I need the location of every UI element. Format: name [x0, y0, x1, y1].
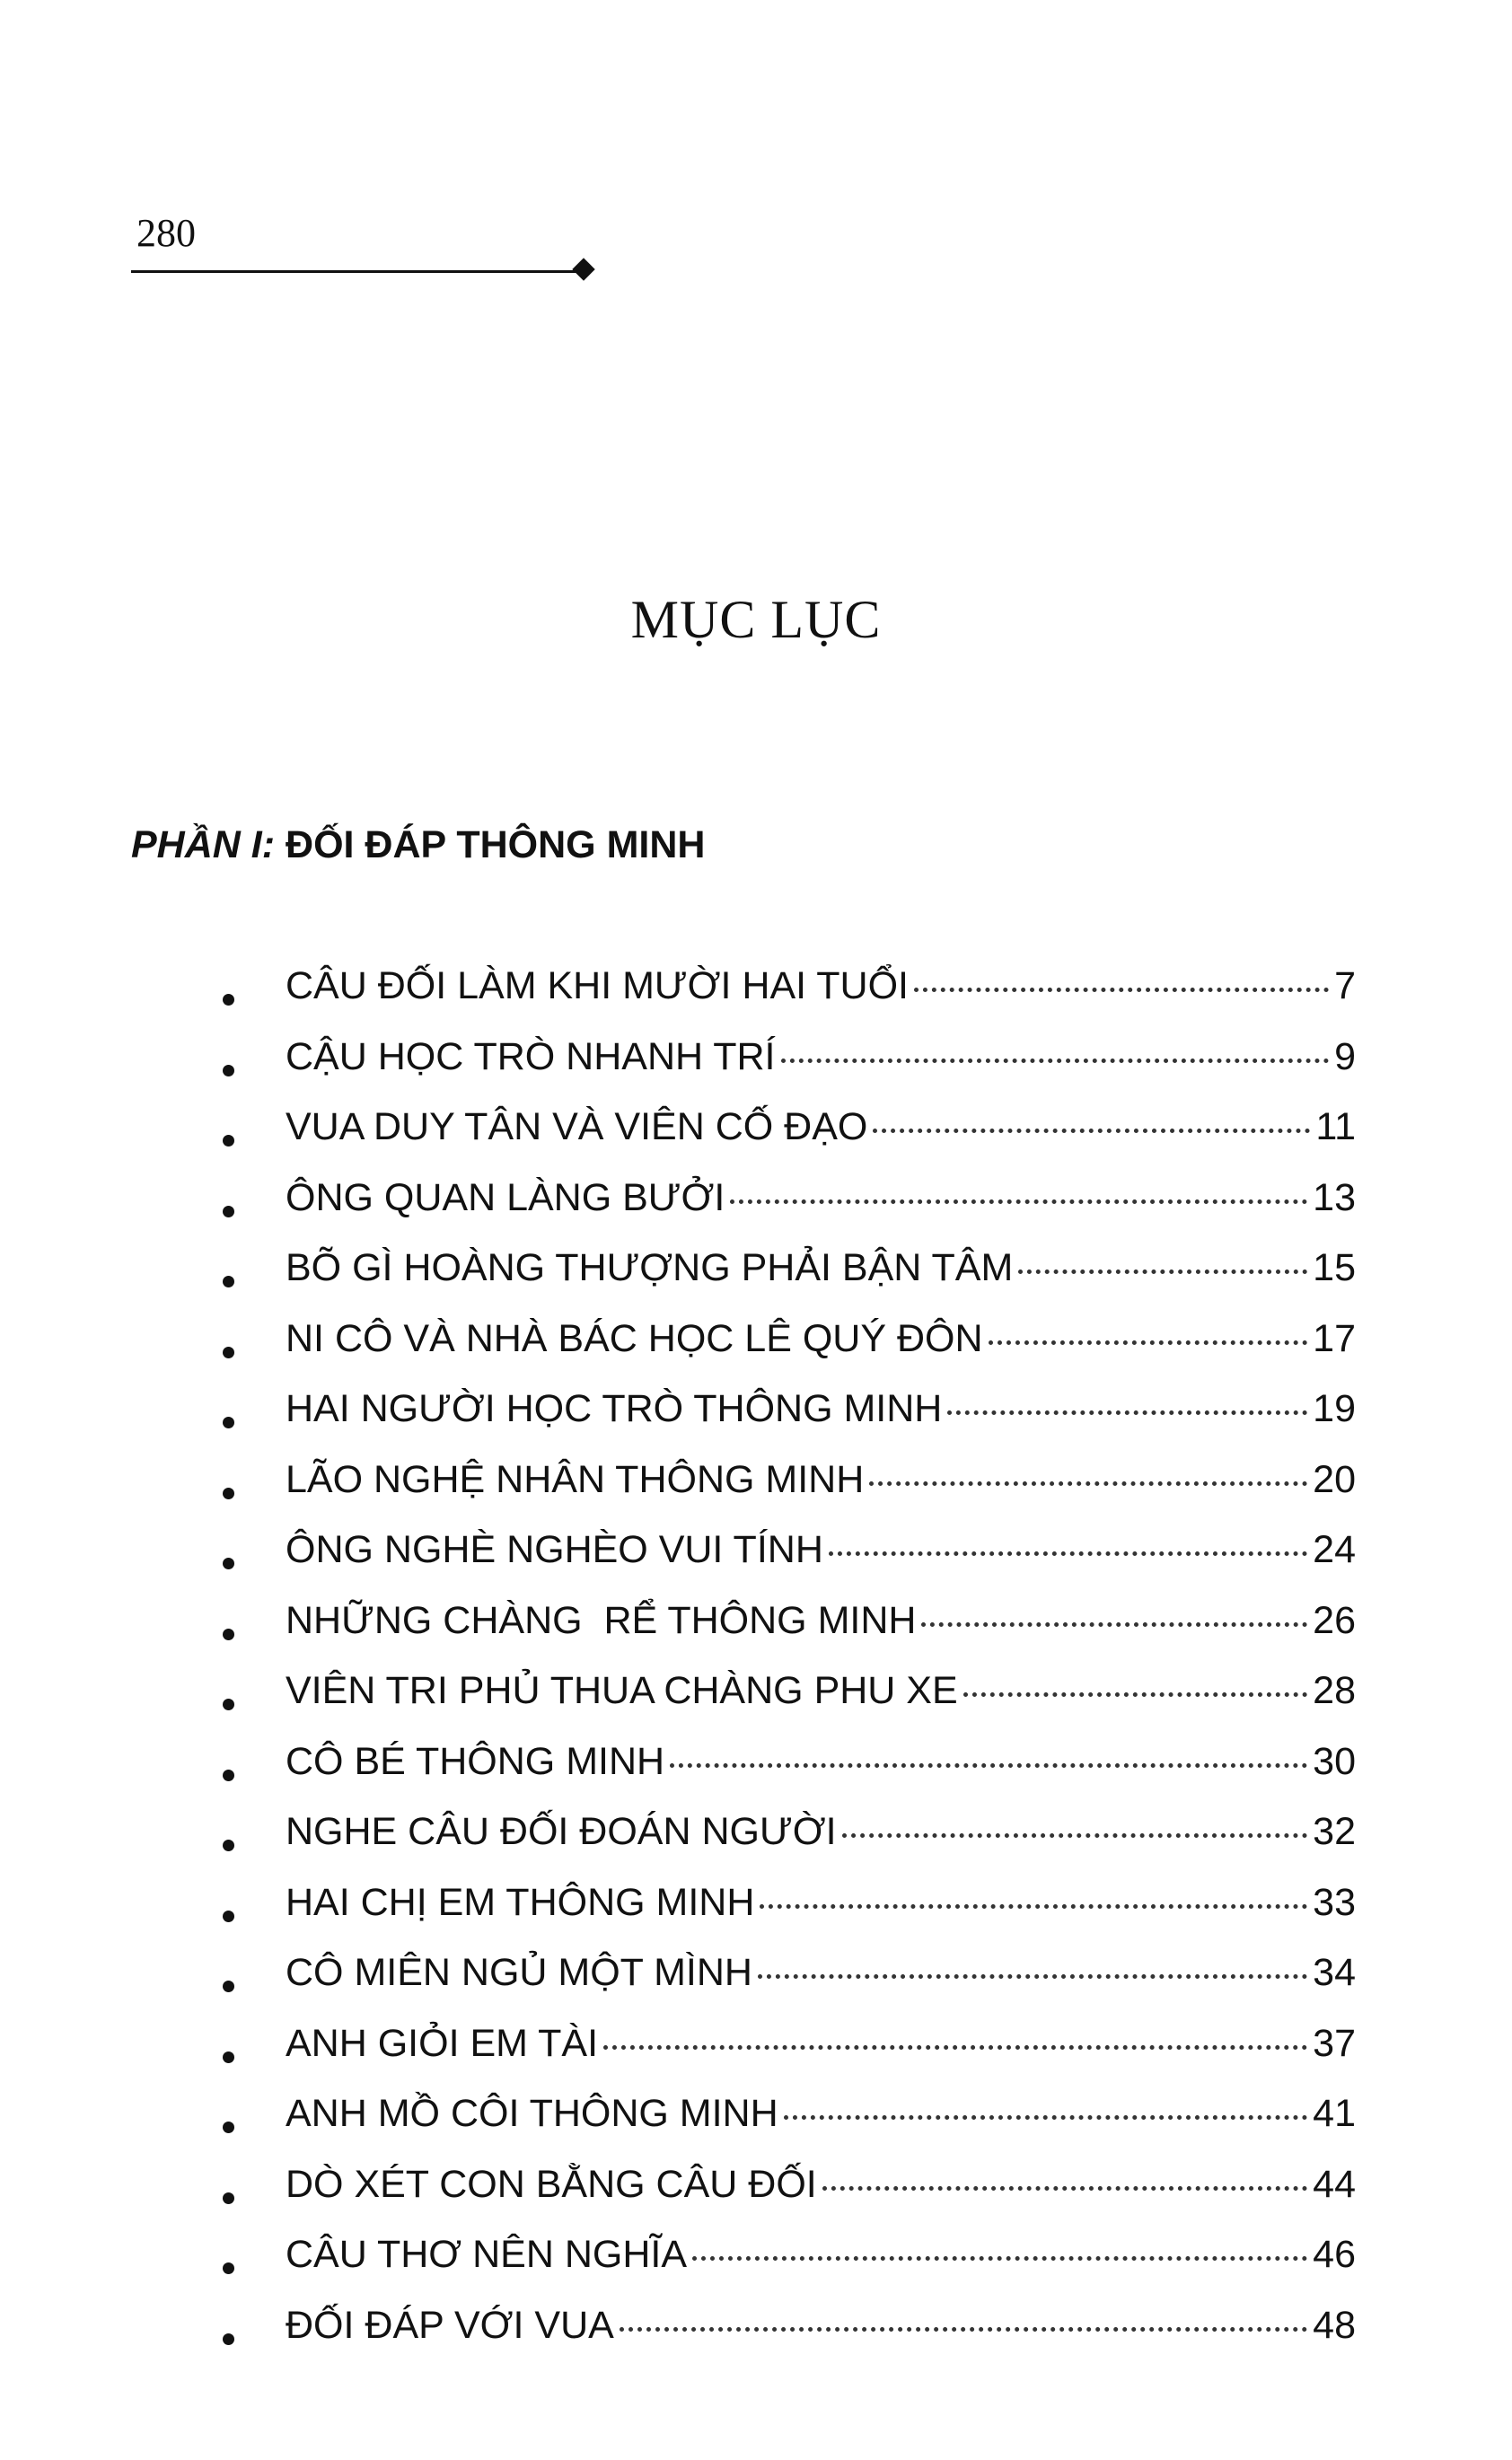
entry-line — [286, 2016, 1356, 2070]
entry-line — [286, 1453, 1356, 1507]
entry-line — [286, 1805, 1356, 1858]
entry-line — [286, 1312, 1356, 1366]
entry-line — [286, 1523, 1356, 1577]
entry-title: ÔNG NGHÈ NGHÈO VUI TÍNH — [286, 1528, 823, 1571]
bullet-icon — [223, 1770, 234, 1781]
entry-page: 15 — [1313, 1246, 1356, 1289]
bullet-icon — [223, 2122, 234, 2133]
bullet-icon — [223, 2333, 234, 2345]
entry-title: ANH MỒ CÔI THÔNG MINH — [286, 2092, 778, 2135]
toc-entry — [0, 959, 1512, 1030]
bullet-icon — [223, 2262, 234, 2274]
dot-leader — [829, 1551, 1307, 1556]
entry-line — [286, 1382, 1356, 1436]
entry-line — [286, 2087, 1356, 2140]
toc-title: MỤC LỤC — [630, 590, 882, 649]
toc-entry — [0, 1594, 1512, 1665]
entry-line — [286, 1594, 1356, 1647]
dot-leader — [760, 1904, 1307, 1909]
bullet-icon — [223, 1629, 234, 1640]
part-label: PHẦN I: — [131, 823, 276, 866]
entry-page: 30 — [1313, 1739, 1356, 1783]
toc-entry — [0, 1453, 1512, 1524]
entry-title: HAI CHỊ EM THÔNG MINH — [286, 1880, 755, 1924]
entry-title: CÂU ĐỐI LÀM KHI MƯỜI HAI TUỔI — [286, 964, 909, 1007]
dot-leader — [921, 1622, 1307, 1627]
entry-line — [286, 2157, 1356, 2211]
entry-title: ĐỐI ĐÁP VỚI VUA — [286, 2303, 614, 2347]
entry-title: ÔNG QUAN LÀNG BƯỞI — [286, 1175, 725, 1219]
bullet-icon — [223, 2051, 234, 2063]
toc-entry — [0, 1382, 1512, 1453]
toc-entry — [0, 1805, 1512, 1876]
entry-title: NGHE CÂU ĐỐI ĐOÁN NGƯỜI — [286, 1810, 837, 1853]
entry-title: VIÊN TRI PHỦ THUA CHÀNG PHU XE — [286, 1669, 958, 1712]
dot-leader — [781, 1059, 1330, 1063]
toc-entry — [0, 2087, 1512, 2157]
part-title: ĐỐI ĐÁP THÔNG MINH — [286, 823, 706, 866]
dot-leader — [758, 1974, 1307, 1979]
toc-entry — [0, 1735, 1512, 1805]
part-heading — [131, 823, 706, 866]
entry-page: 20 — [1313, 1457, 1356, 1501]
toc-entry — [0, 1030, 1512, 1101]
entry-title: LÃO NGHỆ NHÂN THÔNG MINH — [286, 1457, 865, 1501]
entry-page: 46 — [1313, 2233, 1356, 2276]
bullet-icon — [223, 2192, 234, 2204]
bullet-icon — [223, 1206, 234, 1217]
entry-title: BÕ GÌ HOÀNG THƯỢNG PHẢI BẬN TÂM — [286, 1246, 1014, 1289]
entry-page: 37 — [1313, 2021, 1356, 2065]
dot-leader — [873, 1129, 1310, 1133]
entry-page: 34 — [1313, 1951, 1356, 1994]
entry-line — [286, 1171, 1356, 1225]
toc-entry — [0, 1946, 1512, 2016]
entry-page: 44 — [1313, 2162, 1356, 2206]
bullet-icon — [223, 1276, 234, 1287]
dot-leader — [784, 2115, 1308, 2120]
dot-leader — [620, 2327, 1307, 2332]
entry-line — [286, 1664, 1356, 1718]
entry-page: 28 — [1313, 1669, 1356, 1712]
toc-entry — [0, 1312, 1512, 1383]
dot-leader — [869, 1481, 1307, 1486]
entry-page: 48 — [1313, 2303, 1356, 2347]
dot-leader — [1018, 1270, 1307, 1274]
entry-title: CÔ MIÊN NGỦ MỘT MÌNH — [286, 1951, 752, 1994]
dot-leader — [603, 2045, 1307, 2050]
bullet-icon — [223, 1981, 234, 1992]
entry-line — [286, 1241, 1356, 1295]
header-diamond-icon — [572, 258, 594, 280]
entry-title: CÂU THƠ NÊN NGHĨA — [286, 2233, 688, 2276]
dot-leader — [947, 1410, 1307, 1415]
toc-entry — [0, 1171, 1512, 1242]
entry-page: 32 — [1313, 1810, 1356, 1853]
toc-list — [0, 959, 1512, 2368]
header-rule — [131, 270, 580, 273]
toc-entry — [0, 2227, 1512, 2298]
entry-page: 24 — [1313, 1528, 1356, 1571]
entry-page: 41 — [1313, 2092, 1356, 2135]
bullet-icon — [223, 1065, 234, 1076]
bullet-icon — [223, 1135, 234, 1147]
entry-page: 7 — [1334, 964, 1356, 1007]
bullet-icon — [223, 1840, 234, 1851]
entry-title: CÔ BÉ THÔNG MINH — [286, 1739, 665, 1783]
bullet-icon — [223, 1417, 234, 1428]
page-number: 280 — [136, 211, 196, 255]
entry-line — [286, 2298, 1356, 2352]
toc-entry — [0, 1100, 1512, 1171]
entry-line — [286, 2227, 1356, 2281]
entry-title: NHỮNG CHÀNG RỂ THÔNG MINH — [286, 1598, 917, 1642]
entry-line — [286, 959, 1356, 1013]
entry-page: 33 — [1313, 1880, 1356, 1924]
dot-leader — [963, 1692, 1307, 1697]
entry-page: 9 — [1334, 1034, 1356, 1078]
entry-page: 26 — [1313, 1598, 1356, 1642]
entry-line — [286, 1735, 1356, 1788]
bullet-icon — [223, 1911, 234, 1922]
entry-title: ANH GIỎI EM TÀI — [286, 2021, 599, 2065]
entry-title: CẬU HỌC TRÒ NHANH TRÍ — [286, 1034, 776, 1078]
toc-entry — [0, 1664, 1512, 1735]
dot-leader — [914, 988, 1329, 992]
entry-title: NI CÔ VÀ NHÀ BÁC HỌC LÊ QUÝ ĐÔN — [286, 1316, 983, 1360]
bullet-icon — [223, 994, 234, 1006]
entry-line — [286, 1876, 1356, 1929]
toc-entry — [0, 1523, 1512, 1594]
toc-entry — [0, 1876, 1512, 1946]
toc-entry — [0, 2016, 1512, 2087]
bullet-icon — [223, 1347, 234, 1358]
bullet-icon — [223, 1488, 234, 1499]
entry-title: HAI NGƯỜI HỌC TRÒ THÔNG MINH — [286, 1387, 943, 1430]
dot-leader — [670, 1763, 1307, 1768]
entry-line — [286, 1100, 1356, 1154]
entry-line — [286, 1030, 1356, 1084]
dot-leader — [842, 1833, 1308, 1838]
dot-leader — [692, 2256, 1307, 2261]
toc-entry — [0, 2298, 1512, 2369]
entry-line — [286, 1946, 1356, 1999]
dot-leader — [989, 1340, 1308, 1345]
toc-entry — [0, 1241, 1512, 1312]
dot-leader — [822, 2186, 1307, 2191]
entry-page: 13 — [1313, 1175, 1356, 1219]
entry-page: 17 — [1313, 1316, 1356, 1360]
entry-title: VUA DUY TÂN VÀ VIÊN CỐ ĐẠO — [286, 1105, 868, 1148]
toc-entry — [0, 2157, 1512, 2228]
bullet-icon — [223, 1699, 234, 1710]
entry-page: 11 — [1315, 1105, 1356, 1148]
entry-page: 19 — [1313, 1387, 1356, 1430]
entry-title: DÒ XÉT CON BẰNG CÂU ĐỐI — [286, 2162, 817, 2206]
dot-leader — [730, 1199, 1307, 1204]
bullet-icon — [223, 1558, 234, 1569]
